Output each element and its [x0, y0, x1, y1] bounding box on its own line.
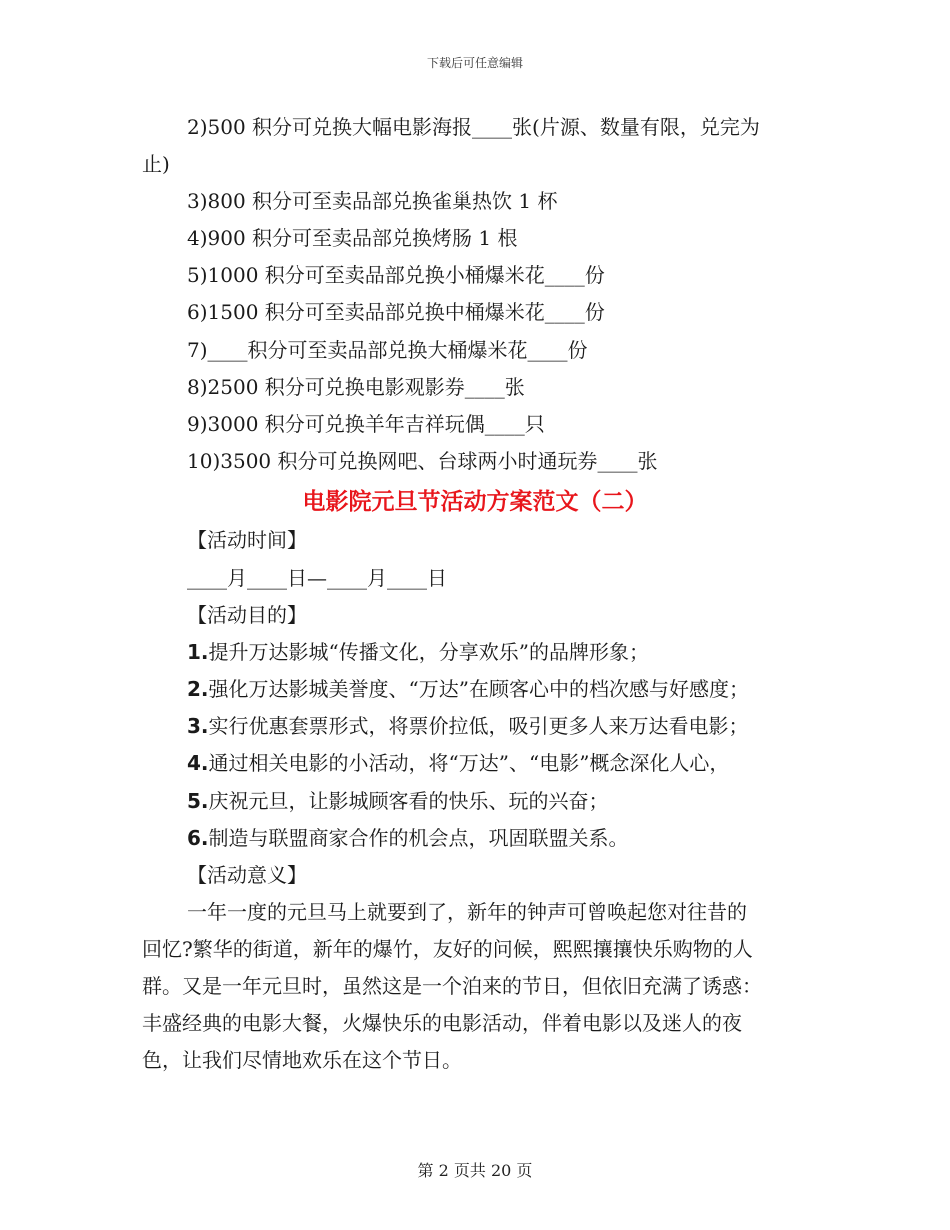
list-item: 2)500 积分可兑换大幅电影海报____张(片源、数量有限，兑完为 [187, 115, 760, 139]
goal-item [187, 750, 729, 776]
list-item: 5)1000 积分可至卖品部兑换小桶爆米花____份 [187, 263, 605, 287]
paragraph-line: 丰盛经典的电影大餐，火爆快乐的电影活动，伴着电影以及迷人的夜 [142, 1011, 742, 1035]
goal-text: 庆祝元旦，让影城顾客看的快乐、玩的兴奋； [208, 789, 609, 813]
meaning-heading: 【活动意义】 [187, 863, 307, 887]
list-item: 10)3500 积分可兑换网吧、台球两小时通玩券____张 [187, 449, 658, 473]
list-item: 3)800 积分可至卖品部兑换雀巢热饮 1 杯 [187, 189, 558, 213]
list-item-continuation: 止) [142, 152, 170, 176]
goal-number: 3. [187, 714, 209, 738]
list-item: 8)2500 积分可兑换电影观影券____张 [187, 375, 525, 399]
page-footer: 第 2 页共 20 页 [417, 1161, 533, 1180]
goal-number: 1. [187, 640, 209, 664]
list-item: 7)____积分可至卖品部兑换大桶爆米花____份 [187, 338, 588, 362]
goal-number: 2. [187, 677, 209, 701]
goal-number: 5. [187, 789, 209, 813]
goal-text: 强化万达影城美誉度、“万达”在顾客心中的档次感与好感度； [208, 677, 749, 701]
goals-heading: 【活动目的】 [187, 603, 307, 627]
list-item: 4)900 积分可至卖品部兑换烤肠 1 根 [187, 226, 518, 250]
paragraph-line: 色，让我们尽情地欢乐在这个节日。 [142, 1048, 462, 1072]
time-heading: 【活动时间】 [187, 528, 307, 552]
paragraph-line: 回忆?繁华的街道，新年的爆竹，友好的问候，熙熙攘攘快乐购物的人 [142, 937, 753, 961]
goal-text: 通过相关电影的小活动，将“万达”、“电影”概念深化人心， [208, 751, 730, 775]
goal-item [187, 713, 749, 739]
goal-number: 6. [187, 826, 209, 850]
section-title: 电影院元旦节活动方案范文（二） [302, 488, 648, 515]
paragraph-line: 一年一度的元旦马上就要到了，新年的钟声可曾唤起您对往昔的 [187, 900, 747, 924]
goal-item [187, 676, 749, 702]
goal-item [187, 788, 609, 814]
goal-text: 制造与联盟商家合作的机会点，巩固联盟关系。 [208, 826, 629, 850]
page-header: 下载后可任意编辑 [426, 56, 523, 70]
time-value: ____月____日—____月____日 [187, 566, 447, 590]
goal-number: 4. [187, 751, 209, 775]
list-item: 6)1500 积分可至卖品部兑换中桶爆米花____份 [187, 300, 605, 324]
goal-item [187, 639, 649, 665]
goal-text: 提升万达影城“传播文化，分享欢乐”的品牌形象； [208, 640, 649, 664]
goal-text: 实行优惠套票形式，将票价拉低，吸引更多人来万达看电影； [208, 714, 749, 738]
list-item: 9)3000 积分可兑换羊年吉祥玩偶____只 [187, 412, 545, 436]
paragraph-line: 群。又是一年元旦时，虽然这是一个泊来的节日，但依旧充满了诱惑： [142, 974, 762, 998]
goal-item [187, 825, 629, 851]
